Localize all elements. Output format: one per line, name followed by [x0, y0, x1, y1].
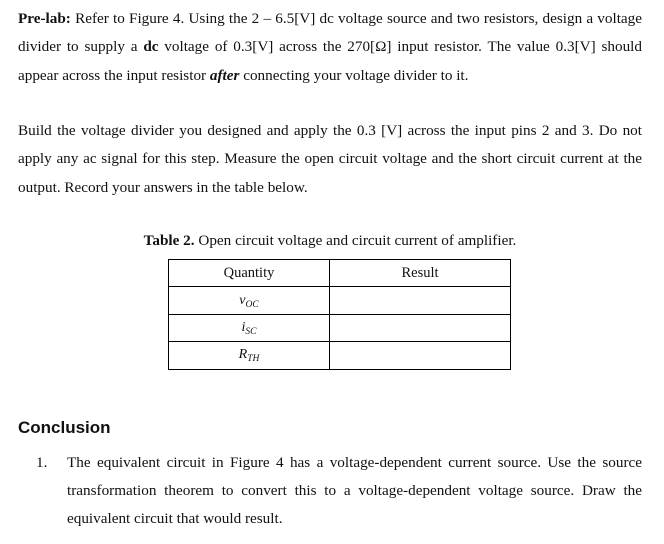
build-paragraph: Build the voltage divider you designed and apply the 0.3 [V] across the input pins 2 and 3. Do not apply any ac signal for this step. Measure the open circuit voltage and the short circuit current at the output. Record your answers in the table below.	[18, 122, 642, 196]
list-item-text: The equivalent circuit in Figure 4 has a voltage-dependent current source. Use the source transformation theorem to convert this to a voltage-dependent voltage source. Draw the equivalent circuit that would result.	[67, 454, 642, 527]
prelab-text-2: voltage of 0.3[V] across the 270[Ω] input resistor. The value 0.3[V] should appear across the input resistor	[18, 38, 642, 84]
table-caption-label: Table 2.	[143, 232, 195, 249]
table-row	[169, 287, 511, 314]
result-cell[interactable]	[330, 342, 511, 369]
result-header: Result	[330, 260, 511, 287]
prelab-text-3: connecting your voltage divider to it.	[239, 66, 469, 84]
quantity-symbol: R	[238, 347, 248, 363]
quantity-cell	[169, 342, 330, 369]
result-cell[interactable]	[330, 314, 511, 341]
table-header-row	[169, 260, 511, 287]
quantity-subscript: OC	[245, 299, 259, 310]
list-item-number: 1.	[36, 454, 48, 471]
prelab-label: Pre-lab:	[18, 10, 71, 27]
quantity-cell	[169, 287, 330, 314]
table-caption-text: Open circuit voltage and circuit current of amplifier.	[194, 232, 517, 249]
table-row	[169, 314, 511, 341]
quantity-header: Quantity	[169, 260, 330, 287]
table-row	[169, 342, 511, 369]
prelab-paragraph	[18, 5, 642, 90]
quantity-symbol: i	[241, 319, 246, 335]
dc-emphasis: dc	[143, 38, 159, 56]
after-emphasis: after	[209, 66, 240, 84]
quantity-subscript: SC	[245, 326, 257, 337]
result-cell[interactable]	[330, 287, 511, 314]
conclusion-heading: Conclusion	[18, 418, 111, 437]
results-table	[168, 259, 511, 370]
table-caption	[0, 228, 664, 254]
quantity-subscript: TH	[247, 354, 260, 365]
prelab-text-1: Refer to Figure 4. Using the 2 – 6.5[V] dc voltage source and two resistors, design a voltage divider to supply a	[18, 10, 642, 56]
quantity-symbol: v	[239, 292, 246, 308]
quantity-cell	[169, 314, 330, 341]
conclusion-list-item	[36, 449, 642, 533]
